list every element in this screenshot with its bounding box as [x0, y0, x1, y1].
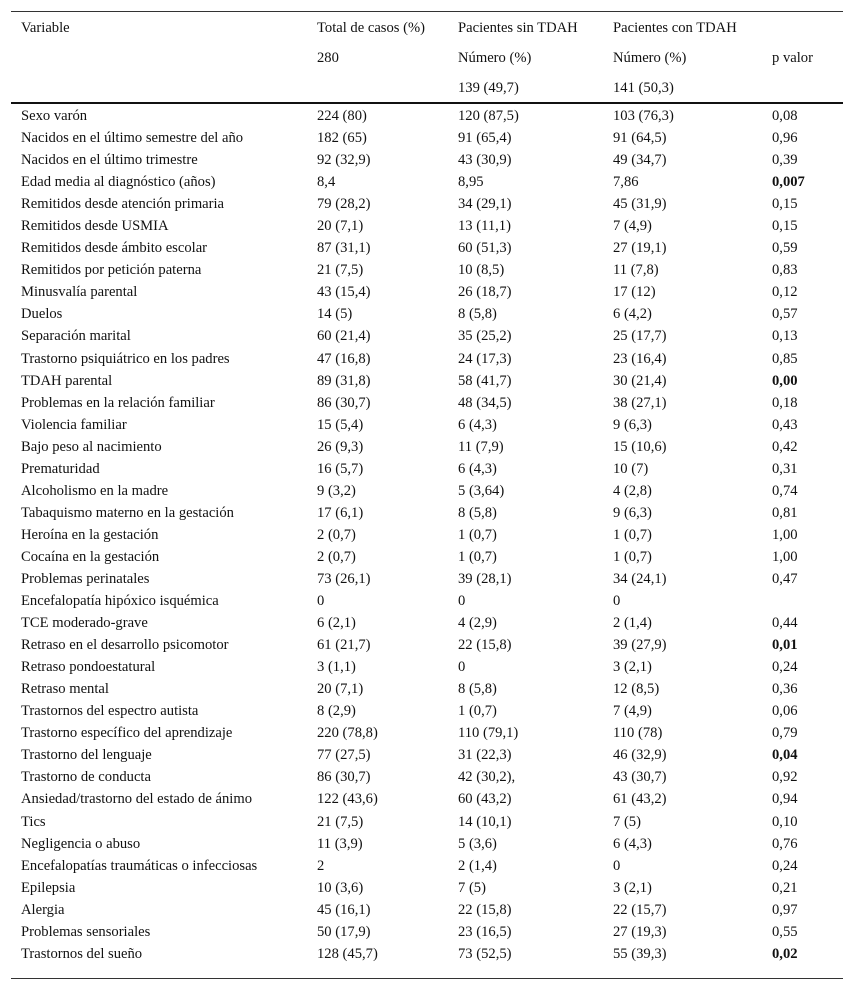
- cell-variable: Encefalopatía hipóxico isquémica: [21, 593, 219, 610]
- cell-total: 2 (0,7): [317, 526, 356, 543]
- cell-variable: Retraso pondoestatural: [21, 659, 156, 676]
- cell-con-tdah: 1 (0,7): [613, 526, 652, 543]
- cell-total: 26 (9,3): [317, 438, 364, 455]
- cell-sin-tdah: 10 (8,5): [458, 262, 505, 279]
- cell-variable: Trastornos del espectro autista: [21, 703, 199, 720]
- cell-variable: Problemas en la relación familiar: [21, 394, 215, 411]
- cell-total: 79 (28,2): [317, 196, 371, 213]
- cell-sin-tdah: 8 (5,8): [458, 681, 497, 698]
- cell-sin-tdah: 6 (4,3): [458, 460, 497, 477]
- table-row: [11, 810, 843, 832]
- table-row: [11, 236, 843, 258]
- cell-con-tdah: 103 (76,3): [613, 108, 674, 124]
- header-sin-sub: Número (%): [458, 50, 532, 66]
- table-row: [11, 876, 843, 898]
- table-row: [11, 501, 843, 523]
- table-row: [11, 104, 843, 126]
- cell-sin-tdah: 14 (10,1): [458, 813, 512, 830]
- cell-con-tdah: 3 (2,1): [613, 879, 652, 896]
- cell-variable: TDAH parental: [21, 372, 113, 389]
- cell-con-tdah: 17 (12): [613, 284, 656, 301]
- cell-sin-tdah: 0: [458, 659, 466, 676]
- cell-con-tdah: 6 (4,3): [613, 835, 652, 852]
- cell-total: 21 (7,5): [317, 262, 364, 279]
- cell-total: 20 (7,1): [317, 218, 364, 235]
- table-row: [11, 258, 843, 280]
- cell-p-valor: 0,00: [772, 372, 798, 389]
- cell-variable: Nacidos en el último semestre del año: [21, 130, 244, 147]
- table-header: [11, 12, 843, 104]
- cell-p-valor: 0,96: [772, 130, 798, 147]
- table-row: [11, 655, 843, 677]
- cell-variable: Bajo peso al nacimiento: [21, 438, 162, 455]
- cell-variable: Minusvalía parental: [21, 284, 138, 301]
- cell-variable: Trastornos del sueño: [21, 945, 143, 962]
- table-row: [11, 280, 843, 302]
- cell-total: 86 (30,7): [317, 769, 371, 786]
- header-sin-n: 139 (49,7): [458, 80, 519, 96]
- table-row: [11, 942, 843, 964]
- cell-total: 20 (7,1): [317, 681, 364, 698]
- table-row: [11, 170, 843, 192]
- table-row: [11, 192, 843, 214]
- cell-sin-tdah: 4 (2,9): [458, 615, 497, 632]
- cell-con-tdah: 11 (7,8): [613, 262, 659, 279]
- cell-variable: TCE moderado-grave: [21, 615, 148, 632]
- cell-total: 43 (15,4): [317, 284, 371, 301]
- cell-variable: Remitidos desde ámbito escolar: [21, 240, 208, 257]
- table-row: [11, 832, 843, 854]
- cell-total: 2: [317, 857, 325, 874]
- cell-p-valor: 0,15: [772, 218, 798, 235]
- cell-con-tdah: 12 (8,5): [613, 681, 660, 698]
- cell-sin-tdah: 42 (30,2),: [458, 769, 516, 786]
- table-row: [11, 302, 843, 324]
- cell-con-tdah: 1 (0,7): [613, 548, 652, 565]
- cell-variable: Cocaína en la gestación: [21, 548, 160, 565]
- cell-con-tdah: 46 (32,9): [613, 747, 667, 764]
- cell-total: 87 (31,1): [317, 240, 371, 257]
- cell-variable: Problemas sensoriales: [21, 923, 151, 940]
- cell-p-valor: 0,04: [772, 747, 798, 764]
- cell-total: 45 (16,1): [317, 901, 371, 918]
- cell-variable: Sexo varón: [21, 108, 88, 124]
- cell-con-tdah: 7,86: [613, 174, 639, 191]
- cell-total: 89 (31,8): [317, 372, 371, 389]
- cell-variable: Tabaquismo materno en la gestación: [21, 504, 234, 521]
- cell-total: 92 (32,9): [317, 152, 371, 169]
- cell-con-tdah: 7 (4,9): [613, 703, 652, 720]
- cell-con-tdah: 6 (4,2): [613, 306, 652, 323]
- cell-sin-tdah: 1 (0,7): [458, 703, 497, 720]
- cell-sin-tdah: 13 (11,1): [458, 218, 511, 235]
- cell-variable: Remitidos por petición paterna: [21, 262, 202, 279]
- cell-sin-tdah: 73 (52,5): [458, 945, 512, 962]
- cell-variable: Edad media al diagnóstico (años): [21, 174, 216, 191]
- cell-total: 182 (65): [317, 130, 367, 147]
- cell-variable: Trastorno del lenguaje: [21, 747, 152, 764]
- table-row: [11, 479, 843, 501]
- cell-sin-tdah: 91 (65,4): [458, 130, 512, 147]
- table-row: [11, 391, 843, 413]
- cell-sin-tdah: 8,95: [458, 174, 484, 191]
- cell-variable: Remitidos desde USMIA: [21, 218, 169, 235]
- table-row: [11, 435, 843, 457]
- cell-variable: Retraso mental: [21, 681, 109, 698]
- cell-total: 21 (7,5): [317, 813, 364, 830]
- cell-p-valor: 1,00: [772, 548, 798, 565]
- cell-sin-tdah: 48 (34,5): [458, 394, 512, 411]
- header-variable: Variable: [21, 20, 70, 36]
- cell-variable: Problemas perinatales: [21, 570, 150, 587]
- cell-p-valor: 0,02: [772, 945, 798, 962]
- table-row: [11, 369, 843, 391]
- cell-p-valor: 0,47: [772, 570, 798, 587]
- cell-total: 6 (2,1): [317, 615, 356, 632]
- cell-sin-tdah: 11 (7,9): [458, 438, 504, 455]
- cell-con-tdah: 38 (27,1): [613, 394, 667, 411]
- cell-sin-tdah: 5 (3,6): [458, 835, 497, 852]
- cell-con-tdah: 3 (2,1): [613, 659, 652, 676]
- table-row: [11, 589, 843, 611]
- cell-sin-tdah: 60 (51,3): [458, 240, 512, 257]
- cell-p-valor: 0,36: [772, 681, 798, 698]
- cell-variable: Trastorno específico del aprendizaje: [21, 725, 233, 742]
- cell-p-valor: 0,81: [772, 504, 798, 521]
- header-p-valor: p valor: [772, 50, 813, 66]
- cell-p-valor: 0,85: [772, 350, 798, 367]
- cell-variable: Alergia: [21, 901, 65, 918]
- cell-p-valor: 0,44: [772, 615, 798, 632]
- cell-sin-tdah: 0: [458, 593, 466, 610]
- cell-total: 15 (5,4): [317, 416, 364, 433]
- cell-variable: Prematuridad: [21, 460, 100, 477]
- cell-total: 128 (45,7): [317, 945, 378, 962]
- cell-total: 10 (3,6): [317, 879, 364, 896]
- table-row: [11, 324, 843, 346]
- cell-p-valor: 0,76: [772, 835, 798, 852]
- cell-p-valor: 0,79: [772, 725, 798, 742]
- cell-con-tdah: 9 (6,3): [613, 416, 652, 433]
- cell-p-valor: 0,24: [772, 857, 798, 874]
- cell-con-tdah: 0: [613, 593, 621, 610]
- cell-variable: Duelos: [21, 306, 63, 323]
- cell-variable: Trastorno de conducta: [21, 769, 151, 786]
- table-row: [11, 611, 843, 633]
- cell-sin-tdah: 43 (30,9): [458, 152, 512, 169]
- cell-con-tdah: 7 (4,9): [613, 218, 652, 235]
- table-row: [11, 347, 843, 369]
- cell-sin-tdah: 58 (41,7): [458, 372, 512, 389]
- header-con-sub: Número (%): [613, 50, 687, 66]
- cell-sin-tdah: 31 (22,3): [458, 747, 512, 764]
- cell-variable: Retraso en el desarrollo psicomotor: [21, 637, 229, 654]
- cell-p-valor: 0,12: [772, 284, 798, 301]
- cell-con-tdah: 45 (31,9): [613, 196, 667, 213]
- table-row: [11, 567, 843, 589]
- header-total-n: 280: [317, 50, 339, 66]
- cell-variable: Trastorno psiquiátrico en los padres: [21, 350, 230, 367]
- cell-p-valor: 0,83: [772, 262, 798, 279]
- cell-p-valor: 0,21: [772, 879, 798, 896]
- cell-sin-tdah: 1 (0,7): [458, 526, 497, 543]
- table-row: [11, 523, 843, 545]
- cell-con-tdah: 34 (24,1): [613, 570, 667, 587]
- cell-con-tdah: 91 (64,5): [613, 130, 667, 147]
- cell-p-valor: 0,92: [772, 769, 798, 786]
- cell-sin-tdah: 24 (17,3): [458, 350, 512, 367]
- cell-total: 220 (78,8): [317, 725, 378, 742]
- cell-total: 8,4: [317, 174, 336, 191]
- table-row: [11, 457, 843, 479]
- header-total: Total de casos (%): [317, 20, 425, 36]
- cell-p-valor: 0,15: [772, 196, 798, 213]
- cell-p-valor: 0,94: [772, 791, 798, 808]
- cell-p-valor: 0,31: [772, 460, 798, 477]
- cell-con-tdah: 4 (2,8): [613, 482, 652, 499]
- cell-con-tdah: 22 (15,7): [613, 901, 667, 918]
- cell-p-valor: 0,10: [772, 813, 798, 830]
- cell-con-tdah: 9 (6,3): [613, 504, 652, 521]
- table-row: [11, 214, 843, 236]
- cell-total: 8 (2,9): [317, 703, 356, 720]
- table-row: [11, 920, 843, 942]
- cell-con-tdah: 0: [613, 857, 621, 874]
- table-row: [11, 677, 843, 699]
- cell-variable: Separación marital: [21, 328, 131, 345]
- cell-total: 47 (16,8): [317, 350, 371, 367]
- cell-con-tdah: 61 (43,2): [613, 791, 667, 808]
- table-row: [11, 699, 843, 721]
- table-row: [11, 633, 843, 655]
- cell-total: 61 (21,7): [317, 637, 371, 654]
- cell-total: 14 (5): [317, 306, 353, 323]
- cell-sin-tdah: 120 (87,5): [458, 108, 519, 124]
- cell-sin-tdah: 6 (4,3): [458, 416, 497, 433]
- cell-sin-tdah: 8 (5,8): [458, 306, 497, 323]
- cell-sin-tdah: 34 (29,1): [458, 196, 512, 213]
- cell-p-valor: 0,13: [772, 328, 798, 345]
- cell-total: 60 (21,4): [317, 328, 371, 345]
- cell-p-valor: 0,57: [772, 306, 798, 323]
- cell-p-valor: 0,24: [772, 659, 798, 676]
- cell-con-tdah: 23 (16,4): [613, 350, 667, 367]
- table-row: [11, 898, 843, 920]
- cell-variable: Negligencia o abuso: [21, 835, 141, 852]
- header-con-tdah: Pacientes con TDAH: [613, 20, 737, 36]
- cell-variable: Alcoholismo en la madre: [21, 482, 169, 499]
- cell-p-valor: 0,18: [772, 394, 798, 411]
- cell-total: 50 (17,9): [317, 923, 371, 940]
- table-body: [11, 104, 843, 964]
- cell-p-valor: 0,08: [772, 108, 798, 124]
- cell-con-tdah: 55 (39,3): [613, 945, 667, 962]
- cell-p-valor: 0,97: [772, 901, 798, 918]
- cell-total: 2 (0,7): [317, 548, 356, 565]
- cell-total: 3 (1,1): [317, 659, 356, 676]
- table-row: [11, 126, 843, 148]
- cell-total: 77 (27,5): [317, 747, 371, 764]
- cell-p-valor: 0,39: [772, 152, 798, 169]
- cell-total: 9 (3,2): [317, 482, 356, 499]
- table-row: [11, 545, 843, 567]
- cell-total: 16 (5,7): [317, 460, 364, 477]
- cell-variable: Remitidos desde atención primaria: [21, 196, 225, 213]
- cell-total: 11 (3,9): [317, 835, 363, 852]
- cell-sin-tdah: 1 (0,7): [458, 548, 497, 565]
- cell-variable: Nacidos en el último trimestre: [21, 152, 198, 169]
- table-row: [11, 721, 843, 743]
- table-row: [11, 743, 843, 765]
- cell-con-tdah: 27 (19,1): [613, 240, 667, 257]
- cell-p-valor: 1,00: [772, 526, 798, 543]
- cell-sin-tdah: 60 (43,2): [458, 791, 512, 808]
- cell-p-valor: 0,55: [772, 923, 798, 940]
- cell-total: 17 (6,1): [317, 504, 364, 521]
- cell-p-valor: 0,74: [772, 482, 798, 499]
- cell-con-tdah: 49 (34,7): [613, 152, 667, 169]
- table-row: [11, 854, 843, 876]
- cell-p-valor: 0,06: [772, 703, 798, 720]
- cell-variable: Violencia familiar: [21, 416, 127, 433]
- cell-sin-tdah: 8 (5,8): [458, 504, 497, 521]
- cell-variable: Heroína en la gestación: [21, 526, 159, 543]
- cell-total: 122 (43,6): [317, 791, 378, 808]
- cell-con-tdah: 110 (78): [613, 725, 663, 742]
- cell-sin-tdah: 2 (1,4): [458, 857, 497, 874]
- cell-sin-tdah: 23 (16,5): [458, 923, 512, 940]
- cell-p-valor: 0,42: [772, 438, 798, 455]
- cell-total: 86 (30,7): [317, 394, 371, 411]
- cell-con-tdah: 27 (19,3): [613, 923, 667, 940]
- cell-con-tdah: 25 (17,7): [613, 328, 667, 345]
- cell-con-tdah: 2 (1,4): [613, 615, 652, 632]
- cell-p-valor: 0,59: [772, 240, 798, 257]
- cell-con-tdah: 30 (21,4): [613, 372, 667, 389]
- cell-sin-tdah: 7 (5): [458, 879, 486, 896]
- cell-variable: Ansiedad/trastorno del estado de ánimo: [21, 791, 253, 808]
- table-row: [11, 148, 843, 170]
- cell-con-tdah: 39 (27,9): [613, 637, 667, 654]
- cell-p-valor: 0,007: [772, 174, 805, 191]
- cell-sin-tdah: 26 (18,7): [458, 284, 512, 301]
- cell-p-valor: 0,43: [772, 416, 798, 433]
- data-table: [11, 11, 843, 979]
- cell-p-valor: 0,01: [772, 637, 798, 654]
- cell-con-tdah: 43 (30,7): [613, 769, 667, 786]
- cell-variable: Epilepsia: [21, 879, 76, 896]
- cell-con-tdah: 15 (10,6): [613, 438, 667, 455]
- cell-sin-tdah: 35 (25,2): [458, 328, 512, 345]
- cell-sin-tdah: 110 (79,1): [458, 725, 519, 742]
- cell-variable: Encefalopatías traumáticas o infecciosas: [21, 857, 258, 874]
- header-con-n: 141 (50,3): [613, 80, 674, 96]
- cell-sin-tdah: 22 (15,8): [458, 901, 512, 918]
- cell-total: 73 (26,1): [317, 570, 371, 587]
- cell-con-tdah: 10 (7): [613, 460, 649, 477]
- cell-sin-tdah: 5 (3,64): [458, 482, 505, 499]
- cell-variable: Tics: [21, 813, 46, 830]
- table-row: [11, 765, 843, 787]
- cell-total: 0: [317, 593, 325, 610]
- table-row: [11, 413, 843, 435]
- cell-con-tdah: 7 (5): [613, 813, 641, 830]
- table-row: [11, 787, 843, 809]
- cell-total: 224 (80): [317, 108, 367, 124]
- cell-sin-tdah: 22 (15,8): [458, 637, 512, 654]
- header-sin-tdah: Pacientes sin TDAH: [458, 20, 578, 36]
- cell-sin-tdah: 39 (28,1): [458, 570, 512, 587]
